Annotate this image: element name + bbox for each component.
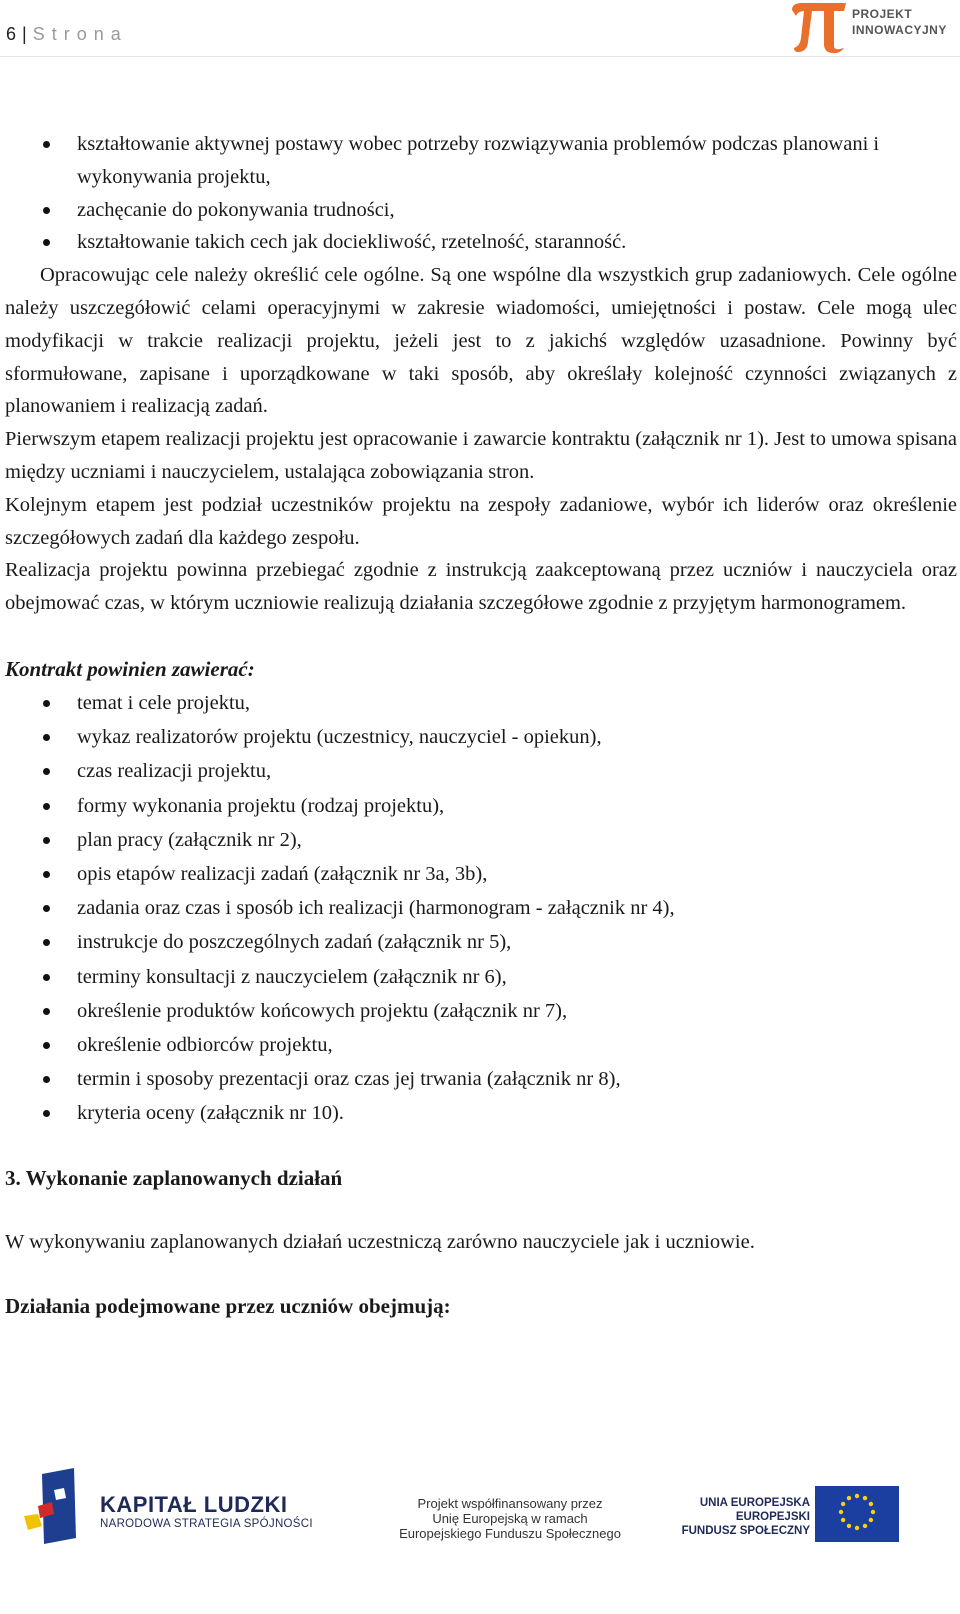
cofin-line2: Unię Europejską w ramach xyxy=(432,1511,588,1526)
section3-heading: 3. Wykonanie zaplanowanych działań xyxy=(5,1165,343,1190)
list-item: kryteria oceny (załącznik nr 10). xyxy=(5,1096,957,1130)
list-item: termin i sposoby prezentacji oraz czas jej trwania (załącznik nr 8), xyxy=(5,1062,957,1096)
page-word: Strona xyxy=(32,24,128,44)
eu-flag-icon xyxy=(815,1486,899,1542)
list-item: czas realizacji projektu, xyxy=(5,754,957,788)
list-item: opis etapów realizacji zadań (załącznik nr 3a, 3b), xyxy=(5,857,957,891)
logo-text-line1: PROJEKT xyxy=(852,7,913,21)
projekt-innowacyjny-logo xyxy=(788,0,958,54)
logo-text xyxy=(852,6,947,38)
page-header xyxy=(0,0,960,57)
kapital-ludzki-text xyxy=(100,1492,313,1530)
list-item: formy wykonania projektu (rodzaj projektu), xyxy=(5,789,957,823)
kl-title: KAPITAŁ LUDZKI xyxy=(100,1492,288,1517)
page-number-label xyxy=(6,24,128,45)
list-item: określenie produktów końcowych projektu (załącznik nr 7), xyxy=(5,994,957,1028)
kapital-ludzki-logo-icon xyxy=(24,1468,84,1548)
list-item: instrukcje do poszczególnych zadań (załącznik nr 5), xyxy=(5,925,957,959)
eu-line2: EUROPEJSKI xyxy=(735,1511,810,1523)
cofinancing-note xyxy=(380,1496,640,1541)
list-item: terminy konsultacji z nauczycielem (załącznik nr 6), xyxy=(5,960,957,994)
kl-subtitle: NARODOWA STRATEGIA SPÓJNOŚCI xyxy=(100,1518,313,1530)
eu-line1: UNIA EUROPEJSKA xyxy=(699,1497,810,1509)
page-footer xyxy=(0,1460,960,1570)
eu-text xyxy=(680,1496,810,1538)
list-item: temat i cele projektu, xyxy=(5,686,957,720)
logo-text-line2: INNOWACYJNY xyxy=(852,23,947,37)
cofin-line3: Europejskiego Funduszu Społecznego xyxy=(399,1526,621,1541)
section3-subheading: Działania podejmowane przez uczniów obejmują: xyxy=(5,1294,451,1319)
list-item: plan pracy (załącznik nr 2), xyxy=(5,823,957,857)
pi-icon xyxy=(788,0,848,54)
paragraph-goals-text: Opracowując cele należy określić cele ogólne. Są one wspólne dla wszystkich grup zadaniowych. Cele ogólne należy uszczegółowić celami operacyjnymi w zakresie wiadomości, umiejętności i postaw. Cele mogą ulec modyfikacji w trakcie realizacji projektu, jeżeli jest to z jakichś względów uzasadnione. Powinny być sformułowane, zapisane i uporządkowane w taki sposób, aby określały kolejność czynności związanych z planowaniem i realizacją zadań. xyxy=(5,264,957,418)
document-body xyxy=(5,128,957,1323)
cofin-line1: Projekt współfinansowany przez xyxy=(417,1496,603,1511)
page-separator: | xyxy=(22,24,27,44)
list-item: określenie odbiorców projektu, xyxy=(5,1028,957,1062)
paragraph-goals xyxy=(5,259,957,423)
paragraph-realization: Realizacja projektu powinna przebiegać zgodnie z instrukcją zaakceptowaną przez uczniów i nauczyciela oraz obejmować czas, w którym uczniowie realizują działania szczegółowe zgodnie z przyjętym harmonogramem. xyxy=(5,559,957,615)
paragraph-next-stage: Kolejnym etapem jest podział uczestników projektu na zespoły zadaniowe, wybór ich liderów oraz określenie szczegółowych zadań dla każdego zespołu. xyxy=(5,493,957,549)
list-item: kształtowanie takich cech jak dociekliwość, rzetelność, staranność. xyxy=(5,226,957,259)
contract-heading: Kontrakt powinien zawierać: xyxy=(5,656,255,681)
list-item: kształtowanie aktywnej postawy wobec potrzeby rozwiązywania problemów podczas planowani i wykonywania projektu, xyxy=(5,128,957,194)
list-item: wykaz realizatorów projektu (uczestnicy, nauczyciel - opiekun), xyxy=(5,720,957,754)
section3-text: W wykonywaniu zaplanowanych działań uczestniczą zarówno nauczyciele jak i uczniowie. xyxy=(5,1230,755,1253)
list-item: zadania oraz czas i sposób ich realizacji (harmonogram - załącznik nr 4), xyxy=(5,891,957,925)
intro-bullet-list xyxy=(5,128,957,259)
page-number: 6 xyxy=(6,24,17,44)
list-item: zachęcanie do pokonywania trudności, xyxy=(5,194,957,227)
contract-bullet-list xyxy=(5,686,957,1131)
paragraph-first-stage: Pierwszym etapem realizacji projektu jest opracowanie i zawarcie kontraktu (załącznik nr 1). Jest to umowa spisana między uczniami i nauczycielem, ustalająca zobowiązania stron. xyxy=(5,428,957,483)
eu-line3: FUNDUSZ SPOŁECZNY xyxy=(681,1525,810,1537)
